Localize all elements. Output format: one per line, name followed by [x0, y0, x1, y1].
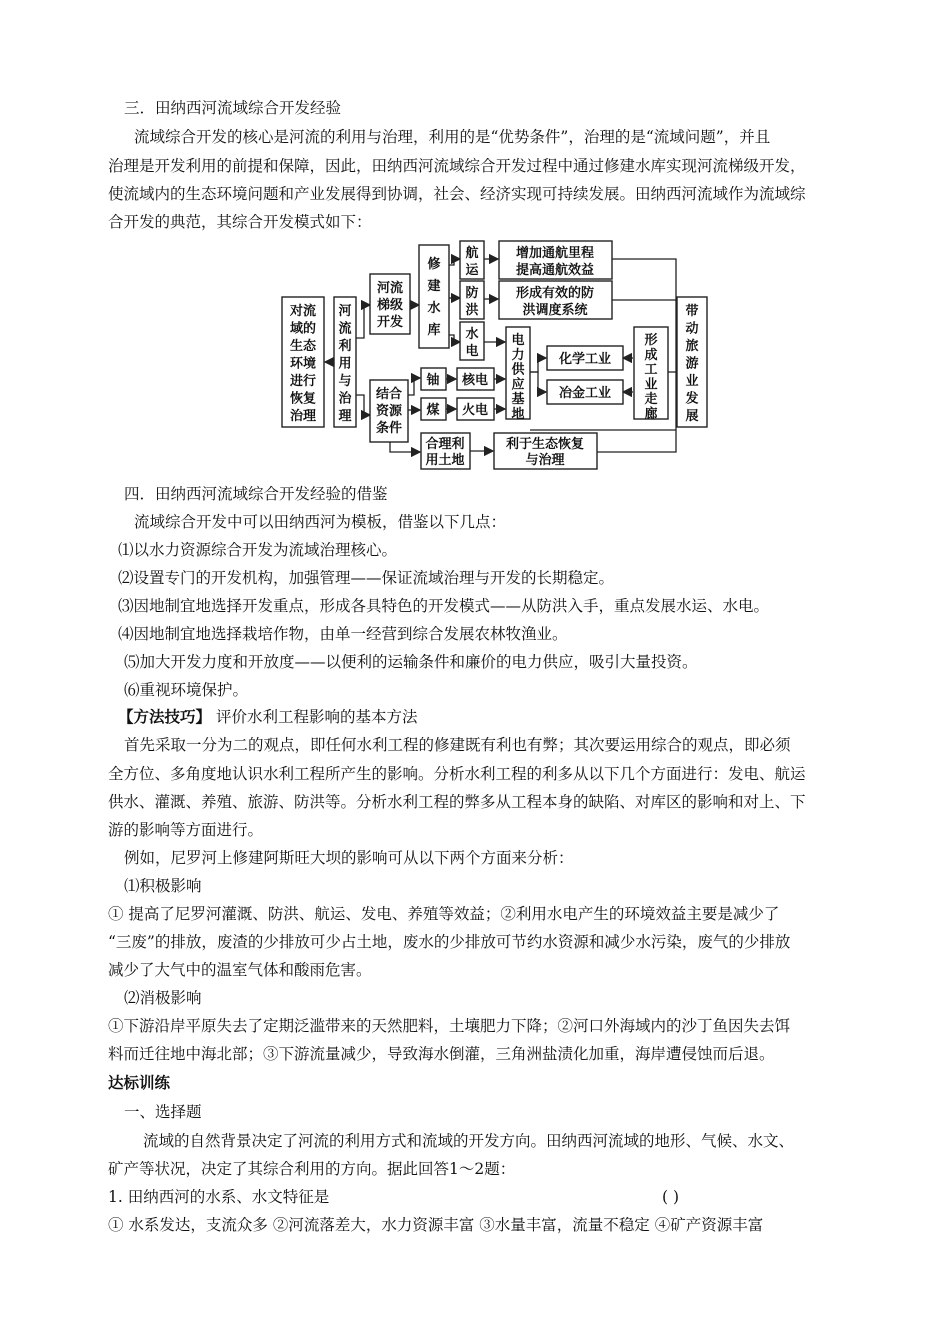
diagram-label-eco_restore: 与治理 — [525, 453, 565, 468]
negative-line-2: 料而迁往地中海北部；③下游流量减少，导致海水倒灌，三角洲盐渍化加重，海岸遭侵蚀而后退。 — [108, 1045, 775, 1063]
diagram-label-reservoir: 建 — [427, 279, 441, 294]
section4-intro: 流域综合开发中可以田纳西河为模板，借鉴以下几点： — [134, 513, 507, 531]
section4-item-4: ⑷因地制宜地选择栽培作物，由单一经营到综合发展农林牧渔业。 — [118, 625, 568, 643]
diagram-label-ecology: 恢复 — [289, 391, 317, 407]
diagram-label-hydro: 水 — [465, 327, 479, 342]
method-para-line-1: 首先采取一分为二的观点，即任何水利工程的修建既有利也有弊；其次要运用综合的观点，即必须 — [124, 736, 791, 754]
diagram-label-reservoir: 水 — [427, 301, 441, 316]
diagram-label-river_use: 治 — [338, 391, 352, 407]
diagram-label-corridor: 业 — [644, 377, 658, 393]
section4-item-2: ⑵设置专门的开发机构，加强管理——保证流域治理与开发的长期稳定。 — [118, 569, 615, 587]
diagram-label-nuclear: 核电 — [461, 373, 489, 388]
diagram-label-tourism: 业 — [685, 374, 699, 389]
diagram-label-river_use: 利 — [338, 339, 352, 354]
diagram-label-nav_benefit: 提高通航效益 — [515, 263, 595, 278]
diagram-label-river_use: 河 — [338, 304, 352, 319]
diagram-label-river_use: 与 — [338, 374, 352, 389]
diagram-label-flood: 洪 — [465, 303, 479, 318]
diagram-label-corridor: 廊 — [644, 407, 658, 422]
section3-para-line-3: 使流域内的生态环境问题和产业发展得到协调，社会、经济实现可持续发展。田纳西河流域作为流域综 — [108, 185, 806, 203]
diagram-label-ecology: 治理 — [289, 409, 317, 424]
practice-para-line-2: 矿产等状况，决定了其综合利用的方向。据此回答1～2题： — [108, 1160, 516, 1178]
practice-heading: 达标训练 — [108, 1073, 171, 1092]
negative-title: ⑵消极影响 — [124, 989, 202, 1007]
diagram-label-river_use: 用 — [338, 356, 352, 372]
diagram-label-coal: 煤 — [426, 403, 440, 418]
diagram-label-corridor: 成 — [644, 347, 658, 363]
diagram-label-tourism: 发 — [685, 391, 699, 407]
diagram-label-ecology: 环境 — [289, 356, 317, 372]
diagram-label-reservoir: 库 — [427, 323, 441, 338]
method-para-line-3: 供水、灌溉、养殖、旅游、防洪等。分析水利工程的弊多从工程本身的缺陷、对库区的影响和对上、下 — [108, 793, 806, 811]
section4-item-6: ⑹重视环境保护。 — [124, 681, 249, 699]
diagram-label-flood_benefit: 形成有效的防 — [515, 286, 595, 301]
diagram-label-ecology: 进行 — [289, 374, 317, 389]
positive-title: ⑴积极影响 — [124, 877, 202, 895]
diagram-label-river_use: 流 — [338, 321, 352, 337]
practice-sub: 一、选择题 — [124, 1103, 202, 1121]
diagram-label-tourism: 旅 — [685, 339, 699, 354]
diagram-label-tourism: 动 — [685, 321, 699, 337]
diagram-label-resources: 结合 — [375, 387, 403, 402]
diagram-label-navigation: 运 — [465, 263, 479, 278]
diagram-label-resources: 资源 — [375, 404, 403, 419]
practice-para-line-1: 流域的自然背景决定了河流的利用方式和流域的开发方向。田纳西河流域的地形、气候、水文、 — [143, 1132, 795, 1150]
positive-line-2: “三废”的排放，废渣的少排放可少占土地，废水的少排放可节约水资源和减少水污染，废气的少排放 — [108, 933, 791, 951]
question-1-bracket: ( ) — [662, 1188, 680, 1206]
positive-line-3: 减少了大气中的温室气体和酸雨危害。 — [108, 961, 372, 979]
diagram-label-eco_restore: 利于生态恢复 — [505, 437, 585, 452]
diagram-label-power_base: 力 — [511, 347, 525, 363]
diagram-label-ecology: 域的 — [289, 321, 317, 337]
diagram-label-metallurgy: 冶金工业 — [558, 386, 612, 401]
question-1-options: ① 水系发达，支流众多 ②河流落差大，水力资源丰富 ③水量丰富，流量不稳定 ④矿产资源丰富 — [108, 1216, 764, 1234]
diagram-label-uranium: 铀 — [426, 373, 440, 388]
section4-item-3: ⑶因地制宜地选择开发重点，形成各具特色的开发模式——从防洪入手，重点发展水运、水电。 — [118, 597, 770, 615]
question-1: 1. 田纳西河的水系、水文特征是 — [108, 1188, 330, 1206]
diagram-label-thermal: 火电 — [461, 403, 489, 418]
section4-item-1: ⑴以水力资源综合开发为流域治理核心。 — [118, 541, 398, 559]
method-para-line-2: 全方位、多角度地认识水利工程所产生的影响。分析水利工程的利多从以下几个方面进行：发电、航运 — [108, 765, 806, 783]
diagram-label-ecology: 生态 — [289, 339, 317, 354]
method-para-line-4: 游的影响等方面进行。 — [108, 821, 264, 839]
diagram-label-corridor: 形 — [644, 333, 658, 348]
diagram-label-tourism: 游 — [685, 356, 699, 372]
section4-heading: 四．田纳西河流域综合开发经验的借鉴 — [124, 485, 388, 503]
positive-line-1: ① 提高了尼罗河灌溉、防洪、航运、发电、养殖等效益；②利用水电产生的环境效益主要是减少了 — [108, 905, 780, 923]
diagram-label-resources: 条件 — [375, 421, 403, 436]
development-mode-diagram — [0, 0, 950, 480]
diagram-label-power_base: 电 — [511, 333, 525, 348]
diagram-label-chemical: 化学工业 — [558, 352, 612, 367]
section4-item-5: ⑸加大开发力度和开放度——以便利的运输条件和廉价的电力供应，吸引大量投资。 — [124, 653, 698, 671]
diagram-label-power_base: 供 — [511, 362, 525, 378]
diagram-label-flood: 防 — [465, 286, 479, 301]
diagram-label-ecology: 对流 — [289, 304, 317, 319]
negative-line-1: ①下游沿岸平原失去了定期泛滥带来的天然肥料，土壤肥力下降；②河口外海域内的沙丁鱼因失去饵 — [108, 1017, 791, 1035]
section3-para-line-1: 流域综合开发的核心是河流的利用与治理，利用的是“优势条件”，治理的是“流域问题”，并且 — [134, 128, 771, 146]
method-tag: 【方法技巧】 — [118, 707, 212, 726]
diagram-label-land: 用土地 — [425, 453, 465, 468]
diagram-label-power_base: 地 — [511, 407, 525, 422]
diagram-label-power_base: 应 — [511, 377, 525, 393]
method-example: 例如，尼罗河上修建阿斯旺大坝的影响可从以下两个方面来分析： — [124, 849, 574, 867]
diagram-label-power_base: 基 — [511, 392, 525, 408]
diagram-label-cascade: 开发 — [376, 315, 404, 330]
diagram-label-flood_benefit: 洪调度系统 — [522, 303, 588, 318]
diagram-label-cascade: 梯级 — [376, 298, 404, 313]
method-heading — [118, 707, 417, 727]
diagram-label-tourism: 展 — [685, 409, 699, 424]
section3-heading: 三．田纳西河流域综合开发经验 — [124, 99, 342, 117]
diagram-label-land: 合理利 — [425, 437, 465, 452]
section3-para-line-4: 合开发的典范，其综合开发模式如下： — [108, 213, 372, 231]
method-title: 评价水利工程影响的基本方法 — [215, 708, 418, 726]
diagram-label-corridor: 工 — [644, 362, 658, 378]
section3-para-line-2: 治理是开发利用的前提和保障，因此，田纳西河流域综合开发过程中通过修建水库实现河流梯级开发， — [108, 157, 806, 175]
diagram-label-corridor: 走 — [644, 392, 658, 408]
diagram-label-navigation: 航 — [465, 246, 479, 261]
diagram-label-nav_benefit: 增加通航里程 — [515, 246, 595, 261]
diagram-label-hydro: 电 — [465, 344, 479, 359]
diagram-label-cascade: 河流 — [376, 281, 404, 296]
diagram-label-reservoir: 修 — [427, 257, 441, 272]
diagram-label-river_use: 理 — [338, 409, 352, 424]
diagram-label-tourism: 带 — [685, 304, 699, 319]
